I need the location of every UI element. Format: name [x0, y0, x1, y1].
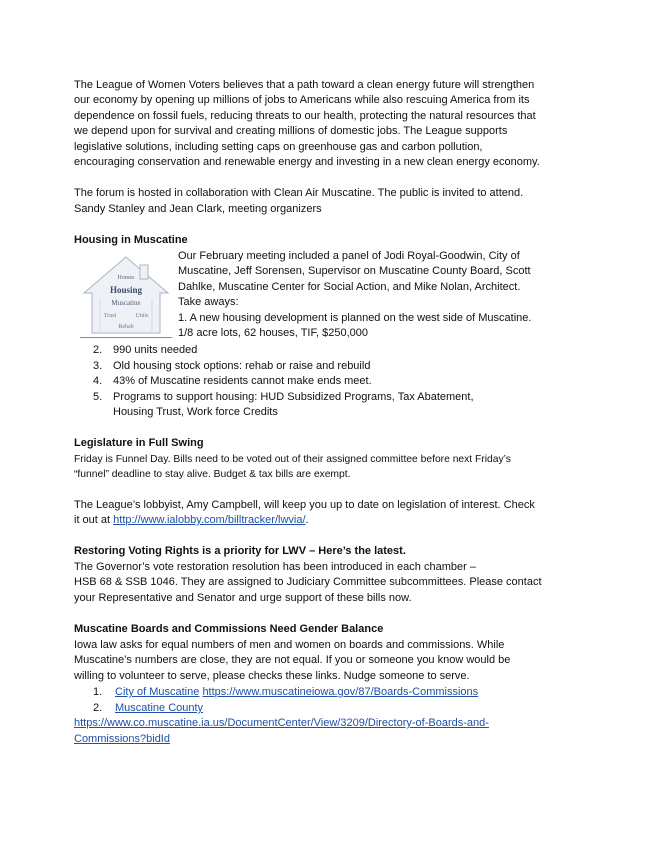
word-cloud-word: Muscatine [111, 299, 141, 307]
muscatine-county-link[interactable]: Muscatine County [115, 702, 204, 714]
forum-line: The forum is hosted in collaboration with Clean Air Muscatine. The public is invited to attend. [74, 187, 524, 199]
housing-text-line: Muscatine, Jeff Sorensen, Supervisor on Muscatine County Board, Scott [178, 265, 531, 277]
boards-line: willing to volunteer to serve, please checks these links. Nudge someone to serve. [74, 670, 470, 682]
legislature-heading: Legislature in Full Swing [74, 437, 204, 449]
housing-list-item-1: 1. A new housing development is planned on the west side of Muscatine. [178, 312, 532, 324]
word-cloud-word: Units [135, 313, 149, 319]
list-item: 43% of Muscatine residents cannot make ends meet. [113, 375, 372, 387]
county-url-line-2 [74, 732, 170, 747]
housing-word-cloud-image [80, 255, 172, 335]
intro-line: The League of Women Voters believes that a path toward a clean energy future will strengthen [74, 79, 535, 91]
list-item: Programs to support housing: HUD Subsidized Programs, Tax Abatement, [113, 391, 474, 403]
boards-line: Iowa law asks for equal numbers of men and women on boards and commissions. While [74, 639, 505, 651]
word-cloud-word: Homes [117, 275, 135, 281]
list-number: 4. [93, 375, 103, 387]
image-underline [80, 337, 172, 338]
voting-line: your Representative and Senator and urge support of these bills now. [74, 592, 412, 604]
list-item: Old housing stock options: rehab or raise and rebuild [113, 360, 371, 372]
word-cloud-word: Rehab [118, 324, 134, 330]
list-number: 2. [93, 702, 103, 714]
list-number: 2. [93, 344, 103, 356]
list-number: 5. [93, 391, 103, 403]
lobbyist-line: The League’s lobbyist, Amy Campbell, will keep you up to date on legislation of interest. Check [74, 499, 535, 511]
boards-heading: Muscatine Boards and Commissions Need Gender Balance [74, 623, 384, 635]
intro-line: we depend upon for survival and creating millions of domestic jobs. The League supports [74, 125, 508, 137]
voting-line: HSB 68 & SSB 1046. They are assigned to Judiciary Committee subcommittees. Please contact [74, 576, 542, 588]
city-boards-url-link[interactable]: https://www.muscatineiowa.gov/87/Boards-Commissions [202, 686, 479, 698]
intro-line: dependence on fossil fuels, reducing threats to our health, protecting the natural resources that [74, 110, 536, 122]
city-links-line [115, 685, 478, 700]
intro-line: legislative solutions, including setting caps on greenhouse gas and carbon pollution, [74, 141, 483, 153]
voting-rights-heading: Restoring Voting Rights is a priority for LWV – Here’s the latest. [74, 545, 406, 557]
housing-list-item-1-detail: 1/8 acre lots, 62 houses, TIF, $250,000 [178, 327, 368, 339]
funnel-day-line: Friday is Funnel Day. Bills need to be voted out of their assigned committee before next Friday’s [74, 454, 511, 465]
housing-heading: Housing in Muscatine [74, 234, 188, 246]
funnel-day-line: “funnel” deadline to stay alive. Budget & tax bills are exempt. [74, 469, 351, 480]
county-boards-url-link-cont[interactable]: Commissions?bidId [74, 733, 170, 745]
housing-text-line: Take aways: [178, 296, 239, 308]
ialobby-link[interactable]: http://www.ialobby.com/billtracker/lwvia/ [113, 514, 306, 526]
intro-line: our economy by opening up millions of jobs to Americans while also rescuing America from its [74, 94, 530, 106]
forum-organizers: Sandy Stanley and Jean Clark, meeting organizers [74, 203, 322, 215]
list-number: 1. [93, 686, 103, 698]
list-number: 3. [93, 360, 103, 372]
word-cloud-word: Housing [109, 285, 143, 295]
county-link-line [115, 701, 203, 716]
county-boards-url-link[interactable]: https://www.co.muscatine.ia.us/DocumentCenter/View/3209/Directory-of-Boards-and- [74, 717, 489, 729]
word-cloud-word: Trust [103, 313, 117, 319]
voting-line: The Governor’s vote restoration resolution has been introduced in each chamber – [74, 561, 476, 573]
lobbyist-link-line [74, 513, 309, 528]
lobbyist-suffix: . [305, 514, 309, 526]
housing-text-line: Dahlke, Muscatine Center for Social Action, and Mike Nolan, Architect. [178, 281, 521, 293]
list-item-continuation: Housing Trust, Work force Credits [113, 406, 278, 418]
intro-line: encouraging conservation and renewable energy and investing in a new clean energy economy. [74, 156, 540, 168]
boards-line: Muscatine’s numbers are close, they are not equal. If you or someone you know would be [74, 654, 511, 666]
housing-text-line: Our February meeting included a panel of Jodi Royal-Goodwin, City of [178, 250, 520, 262]
county-url-line [74, 716, 489, 731]
lobbyist-prefix: it out at [74, 514, 114, 526]
city-of-muscatine-link[interactable]: City of Muscatine [115, 686, 200, 698]
list-item: 990 units needed [113, 344, 198, 356]
